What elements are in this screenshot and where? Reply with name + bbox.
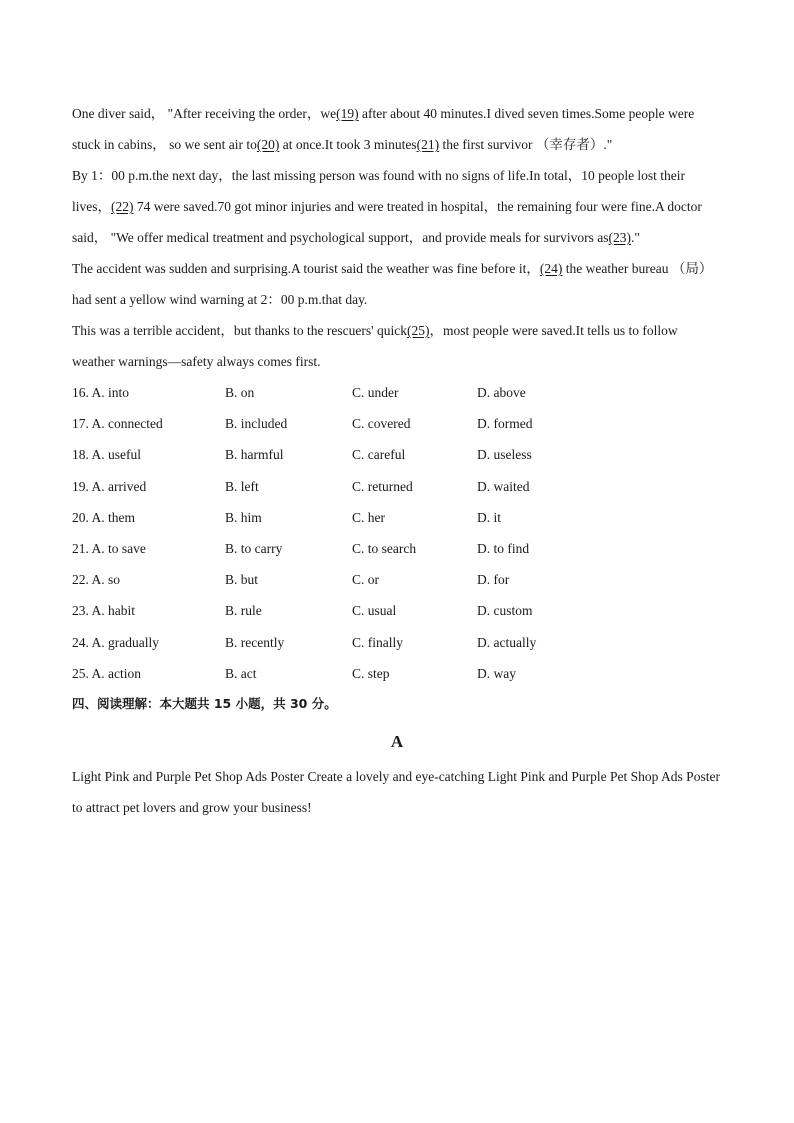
option-b: B. him bbox=[225, 509, 262, 525]
option-d: D. to find bbox=[477, 540, 530, 556]
reading-intro bbox=[72, 761, 722, 823]
blank-22: (22) bbox=[111, 199, 134, 214]
option-d: D. actually bbox=[477, 634, 537, 650]
cloze-passage bbox=[72, 98, 722, 377]
question-row-22 bbox=[72, 564, 722, 595]
passage-text: ." bbox=[631, 230, 640, 245]
option-b: B. act bbox=[225, 665, 257, 681]
passage-text: ，most people were saved.It tells us to follow weather warnings—safety always comes first. bbox=[72, 323, 678, 369]
option-d: D. way bbox=[477, 665, 516, 681]
option-b: B. on bbox=[225, 385, 255, 400]
option-d: D. useless bbox=[477, 447, 532, 463]
option-c: C. under bbox=[352, 385, 399, 400]
section-heading: 四、阅读理解：本大题共 15 小题，共 30 分。 bbox=[72, 696, 337, 711]
passage-paragraph-1 bbox=[72, 98, 722, 160]
option-c: C. or bbox=[352, 572, 379, 588]
passage-paragraph-3 bbox=[72, 253, 722, 315]
option-d: D. waited bbox=[477, 478, 530, 494]
option-a: 21. A. to save bbox=[72, 540, 146, 556]
passage-text: the first survivor （幸存者）." bbox=[439, 137, 613, 152]
option-d: D. custom bbox=[477, 603, 533, 619]
passage-text: at once.It took 3 minutes bbox=[279, 137, 417, 152]
option-c: C. usual bbox=[352, 603, 397, 619]
option-a: 16. A. into bbox=[72, 385, 130, 400]
option-a: 25. A. action bbox=[72, 665, 141, 681]
passage-paragraph-2 bbox=[72, 160, 722, 253]
option-c: C. careful bbox=[352, 447, 406, 463]
passage-text: The accident was sudden and surprising.A tourist said the weather was fine before it， bbox=[72, 261, 540, 276]
option-b: B. but bbox=[225, 572, 259, 588]
option-a: 18. A. useful bbox=[72, 447, 141, 463]
blank-20: (20) bbox=[256, 137, 280, 152]
option-b: B. to carry bbox=[225, 540, 283, 556]
blank-19: (19) bbox=[336, 106, 359, 121]
passage-text: By 1：00 p.m.the next day，the last missing person was found with no signs of life.In total，10 people lost their lives， bbox=[72, 168, 686, 214]
question-row-17 bbox=[72, 408, 722, 439]
passage-paragraph-4 bbox=[72, 315, 722, 377]
passage-text: after about 40 minutes.I dived seven times.Some people were stuck in cabins， so we sent air to bbox=[72, 106, 695, 152]
question-row-18 bbox=[72, 439, 722, 470]
question-row-20 bbox=[72, 502, 722, 533]
question-row-23 bbox=[72, 595, 722, 626]
blank-23: (23) bbox=[608, 230, 632, 245]
option-c: C. step bbox=[352, 665, 390, 681]
option-a: 22. A. so bbox=[72, 572, 121, 588]
question-options bbox=[72, 377, 722, 689]
option-a: 20. A. them bbox=[72, 509, 135, 525]
option-d: D. it bbox=[477, 509, 502, 525]
option-c: C. her bbox=[352, 509, 385, 525]
option-b: B. included bbox=[225, 416, 288, 432]
blank-24: (24) bbox=[539, 261, 563, 276]
question-row-19 bbox=[72, 471, 722, 502]
passage-text: One diver said， "After receiving the order，we bbox=[72, 106, 337, 121]
blank-25: (25) bbox=[406, 323, 430, 338]
part-title: A bbox=[390, 732, 404, 751]
passage-text: 74 were saved.70 got minor injuries and were treated in hospital，the remaining four were fine.A doctor said， "We offer medical treatment and psychological support，and provide meals for survivors as bbox=[72, 199, 702, 245]
option-c: C. returned bbox=[352, 478, 413, 494]
question-row-25 bbox=[72, 658, 722, 689]
option-c: C. to search bbox=[352, 540, 417, 556]
option-c: C. covered bbox=[352, 416, 411, 432]
passage-text: This was a terrible accident，but thanks to the rescuers' quick bbox=[72, 323, 407, 338]
option-d: D. for bbox=[477, 572, 510, 588]
option-d: D. above bbox=[477, 385, 526, 400]
option-a: 17. A. connected bbox=[72, 416, 163, 432]
option-b: B. harmful bbox=[225, 447, 284, 463]
option-b: B. left bbox=[225, 478, 259, 494]
question-row-16 bbox=[72, 377, 722, 408]
intro-paragraph: Light Pink and Purple Pet Shop Ads Poster Create a lovely and eye-catching Light Pink and Purple Pet Shop Ads Poster to attract pet lovers and grow your business! bbox=[72, 769, 720, 815]
option-a: 19. A. arrived bbox=[72, 478, 147, 494]
option-b: B. rule bbox=[225, 603, 262, 619]
option-d: D. formed bbox=[477, 416, 533, 432]
option-a: 24. A. gradually bbox=[72, 634, 159, 650]
option-b: B. recently bbox=[225, 634, 285, 650]
blank-21: (21) bbox=[416, 137, 440, 152]
passage-text: the weather bureau （局） had sent a yellow wind warning at 2：00 p.m.that day. bbox=[72, 261, 713, 307]
question-row-21 bbox=[72, 533, 722, 564]
option-a: 23. A. habit bbox=[72, 603, 135, 619]
option-c: C. finally bbox=[352, 634, 403, 650]
question-row-24 bbox=[72, 627, 722, 658]
